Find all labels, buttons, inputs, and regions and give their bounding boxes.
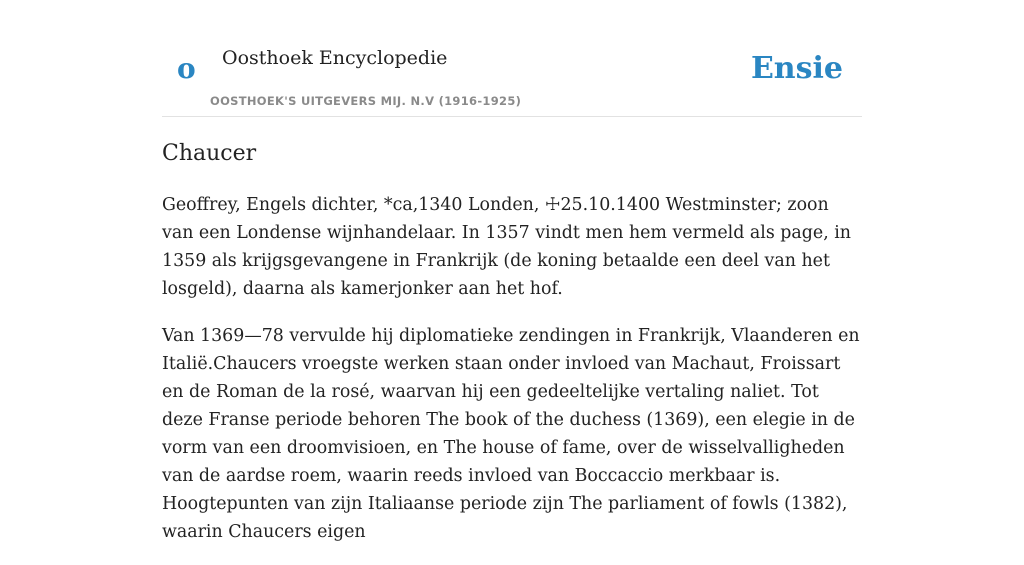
- site-title[interactable]: Oosthoek Encyclopedie: [222, 47, 448, 69]
- site-header: [162, 0, 862, 117]
- site-logo[interactable]: o: [177, 52, 196, 85]
- publisher-subtitle: OOSTHOEK'S UITGEVERS MIJ. N.V (1916-1925): [210, 94, 522, 108]
- article: [162, 137, 862, 565]
- article-paragraph: Geoffrey, Engels dichter, *ca,1340 Londen, ☩25.10.1400 Westminster; zoon van een Londense wijnhandelaar. In 1357 vindt men hem vermeld als page, in 1359 als krijgsgevangene in Frankrijk (de koning betaalde een deel van het losgeld), daarna als kamerjonker aan het hof.: [162, 195, 852, 299]
- article-paragraph: Van 1369—78 vervulde hij diplomatieke zendingen in Frankrijk, Vlaanderen en Italië.Chaucers vroegste werken staan onder invloed van Machaut, Froissart en de Roman de la rosé, waarvan hij een gedeeltelijke vertaling naliet. Tot deze Franse periode behoren The book of the duchess (1369), een elegie in de vorm van een droomvisioen, en The house of fame, over de wisselvalligheden van de aardse roem, waarin reeds invloed van Boccaccio merkbaar is. Hoogtepunten van zijn Italiaanse periode zijn The parliament of fowls (1382), waarin Chaucers eigen: [162, 326, 860, 542]
- article-body: [162, 191, 862, 546]
- brand-logo[interactable]: Ensie: [750, 51, 843, 86]
- article-title: Chaucer: [162, 141, 257, 166]
